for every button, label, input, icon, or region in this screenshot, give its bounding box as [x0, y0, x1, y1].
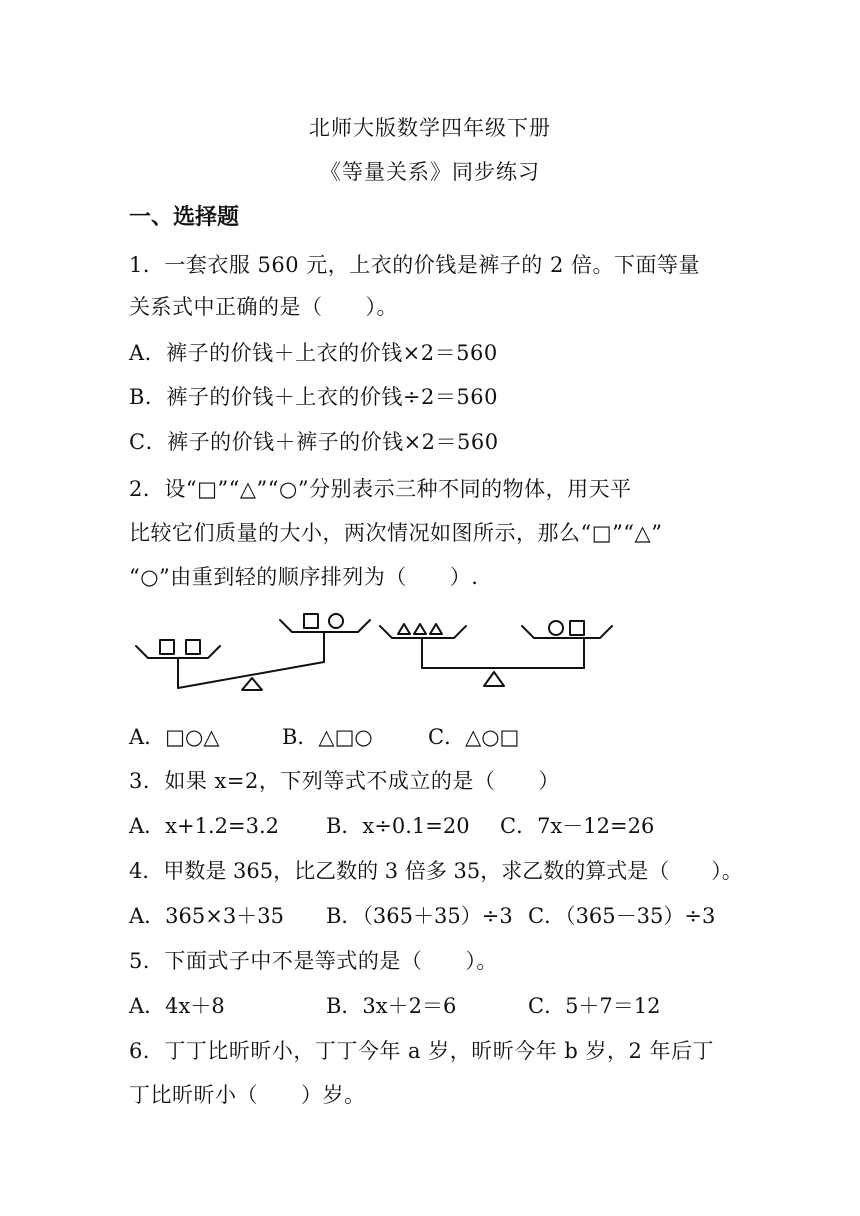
question-6-line-2: 丁比昕昕小（ ）岁。	[129, 1083, 366, 1107]
question-4-option-c: C．（365－35）÷3	[528, 904, 716, 928]
question-2-line-2: 比较它们质量的大小，两次情况如图所示，那么“□”“△”	[129, 521, 663, 545]
question-4-option-b: B．（365＋35）÷3	[326, 904, 513, 928]
triangle-fulcrum-icon	[242, 678, 262, 690]
question-1-option-a: A．裤子的价钱＋上衣的价钱×2＝560	[129, 341, 498, 365]
question-4-option-a: A．365×3＋35	[129, 904, 284, 928]
question-4-line-1: 4．甲数是 365，比乙数的 3 倍多 35，求乙数的算式是（ ）。	[129, 859, 743, 883]
question-1-line-2: 关系式中正确的是（ ）。	[129, 295, 398, 319]
question-2-option-c: C．△○□	[428, 725, 520, 749]
question-3-option-c: C．7x－12=26	[500, 814, 655, 838]
balance-scales-figure	[128, 606, 618, 696]
question-3-option-b: B．x÷0.1=20	[326, 814, 470, 838]
right-balance-scale	[380, 621, 612, 686]
question-1-option-c: C．裤子的价钱＋裤子的价钱×2＝560	[129, 430, 499, 454]
question-5-line-1: 5．下面式子中不是等式的是（ ）。	[129, 949, 498, 973]
triangle-fulcrum-icon	[484, 672, 504, 686]
left-balance-scale	[136, 614, 370, 690]
square-icon	[160, 640, 174, 654]
triangle-icon	[430, 624, 442, 634]
question-5-option-a: A．4x＋8	[129, 994, 225, 1018]
worksheet-title: 北师大版数学四年级下册	[309, 116, 551, 140]
question-2-option-b: B．△□○	[282, 725, 373, 749]
question-1-option-b: B．裤子的价钱＋上衣的价钱÷2＝560	[129, 385, 498, 409]
square-icon	[186, 640, 200, 654]
square-icon	[304, 614, 318, 628]
question-5-option-b: B．3x＋2＝6	[326, 994, 457, 1018]
question-1-line-1: 1．一套衣服 560 元，上衣的价钱是裤子的 2 倍。下面等量	[129, 253, 701, 277]
question-2-line-1: 2．设“□”“△”“○”分别表示三种不同的物体，用天平	[129, 477, 632, 501]
worksheet-subtitle: 《等量关系》同步练习	[320, 160, 540, 184]
square-icon	[570, 621, 584, 635]
question-3-line-1: 3．如果 x=2，下列等式不成立的是（ ）	[129, 769, 560, 793]
question-2-line-3: “○”由重到轻的顺序排列为（ ）.	[129, 565, 479, 589]
question-6-line-1: 6．丁丁比昕昕小，丁丁今年 a 岁，昕昕今年 b 岁，2 年后丁	[129, 1039, 715, 1063]
question-3-option-a: A．x+1.2=3.2	[129, 814, 279, 838]
circle-icon	[549, 621, 563, 635]
triangle-icon	[398, 624, 410, 634]
section-heading: 一、选择题	[129, 205, 240, 230]
question-2-option-a: A．□○△	[129, 725, 220, 749]
circle-icon	[329, 614, 343, 628]
question-5-option-c: C．5＋7＝12	[528, 994, 661, 1018]
triangle-icon	[414, 624, 426, 634]
